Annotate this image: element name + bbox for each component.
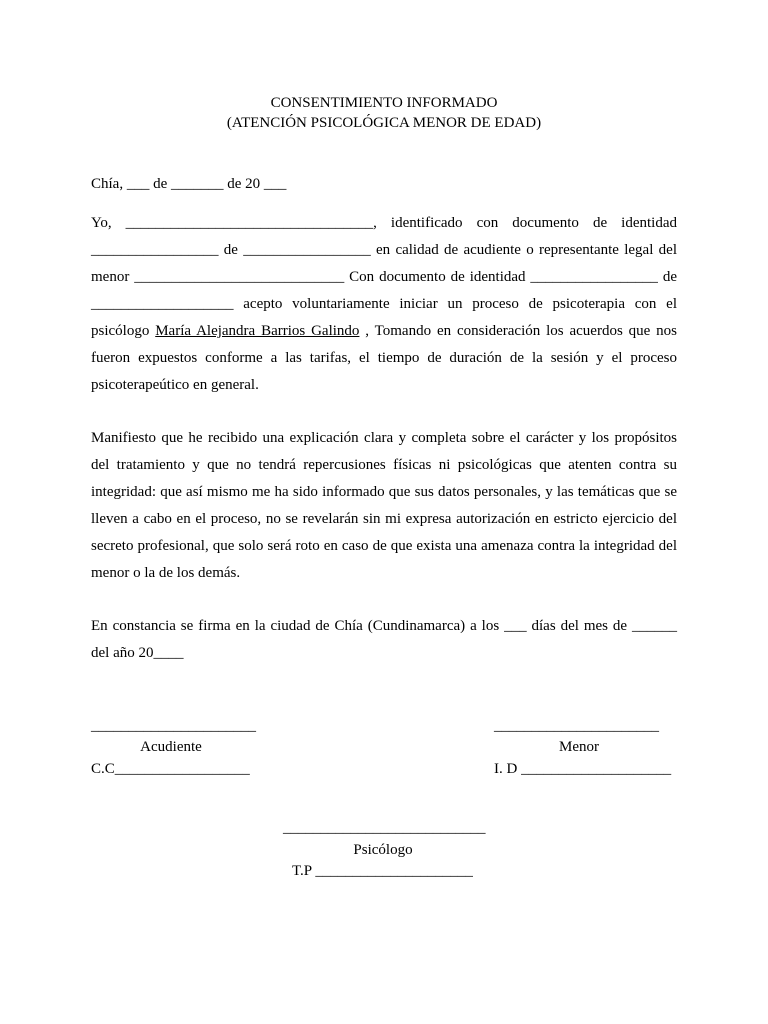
document-subtitle: (ATENCIÓN PSICOLÓGICA MENOR DE EDAD)	[226, 115, 542, 131]
paragraph1-line4: ___________________ acepto voluntariamente iniciar un proceso de psicoterapia con el	[91, 296, 677, 312]
minor-signature-line: ______________________	[494, 718, 659, 734]
paragraph2-line3: integridad: que así mismo me ha sido informado que sus datos personales, y las temáticas que se	[91, 484, 677, 500]
guardian-label: Acudiente	[140, 739, 202, 755]
psychologist-label: Psicólogo	[353, 842, 413, 858]
paragraph2-line2: del tratamiento y que no tendrá repercusiones físicas ni psicológicas que atenten contra su	[91, 457, 677, 473]
line5-suffix: , Tomando en consideración los acuerdos que nos	[365, 323, 678, 339]
paragraph1-line5	[91, 323, 677, 340]
document-header	[0, 93, 768, 133]
document-title: CONSENTIMIENTO INFORMADO	[270, 95, 498, 111]
paragraph1-line3: menor ____________________________ Con documento de identidad _________________ de	[91, 269, 677, 285]
paragraph1-line2: _________________ de _________________ en calidad de acudiente o representante legal del	[91, 242, 677, 258]
guardian-signature-line: ______________________	[91, 718, 256, 734]
psychologist-tp-line: T.P _____________________	[292, 863, 473, 879]
guardian-id-line: C.C__________________	[91, 761, 250, 777]
minor-label: Menor	[559, 739, 599, 755]
paragraph2-line5: secreto profesional, que solo será roto en caso de que exista una amenaza contra la integridad del	[91, 538, 677, 554]
paragraph3-line1: En constancia se firma en la ciudad de Chía (Cundinamarca) a los ___ días del mes de ______	[91, 618, 677, 634]
paragraph2-line6: menor o la de los demás.	[91, 565, 241, 581]
paragraph1-line6: fueron expuestos conforme a las tarifas, el tiempo de duración de la sesión y el proceso	[91, 350, 677, 366]
date-line: Chía, ___ de _______ de 20 ___	[91, 176, 287, 192]
psychologist-name: María Alejandra Barrios Galindo	[155, 323, 360, 339]
minor-id-line: I. D ____________________	[494, 761, 672, 777]
line5-prefix: psicólogo	[91, 323, 150, 339]
psychologist-signature-line: ___________________________	[283, 820, 486, 836]
paragraph2-line4: lleven a cabo en el proceso, no se revelarán sin mi expresa autorización en estricto ejercicio del	[91, 511, 677, 527]
paragraph1-line7: psicoterapeútico en general.	[91, 377, 259, 393]
paragraph2-line1: Manifiesto que he recibido una explicación clara y completa sobre el carácter y los propósitos	[91, 430, 677, 446]
paragraph3-line2: del año 20____	[91, 645, 184, 661]
paragraph1-line1: Yo, _________________________________, identificado con documento de identidad	[91, 215, 677, 231]
